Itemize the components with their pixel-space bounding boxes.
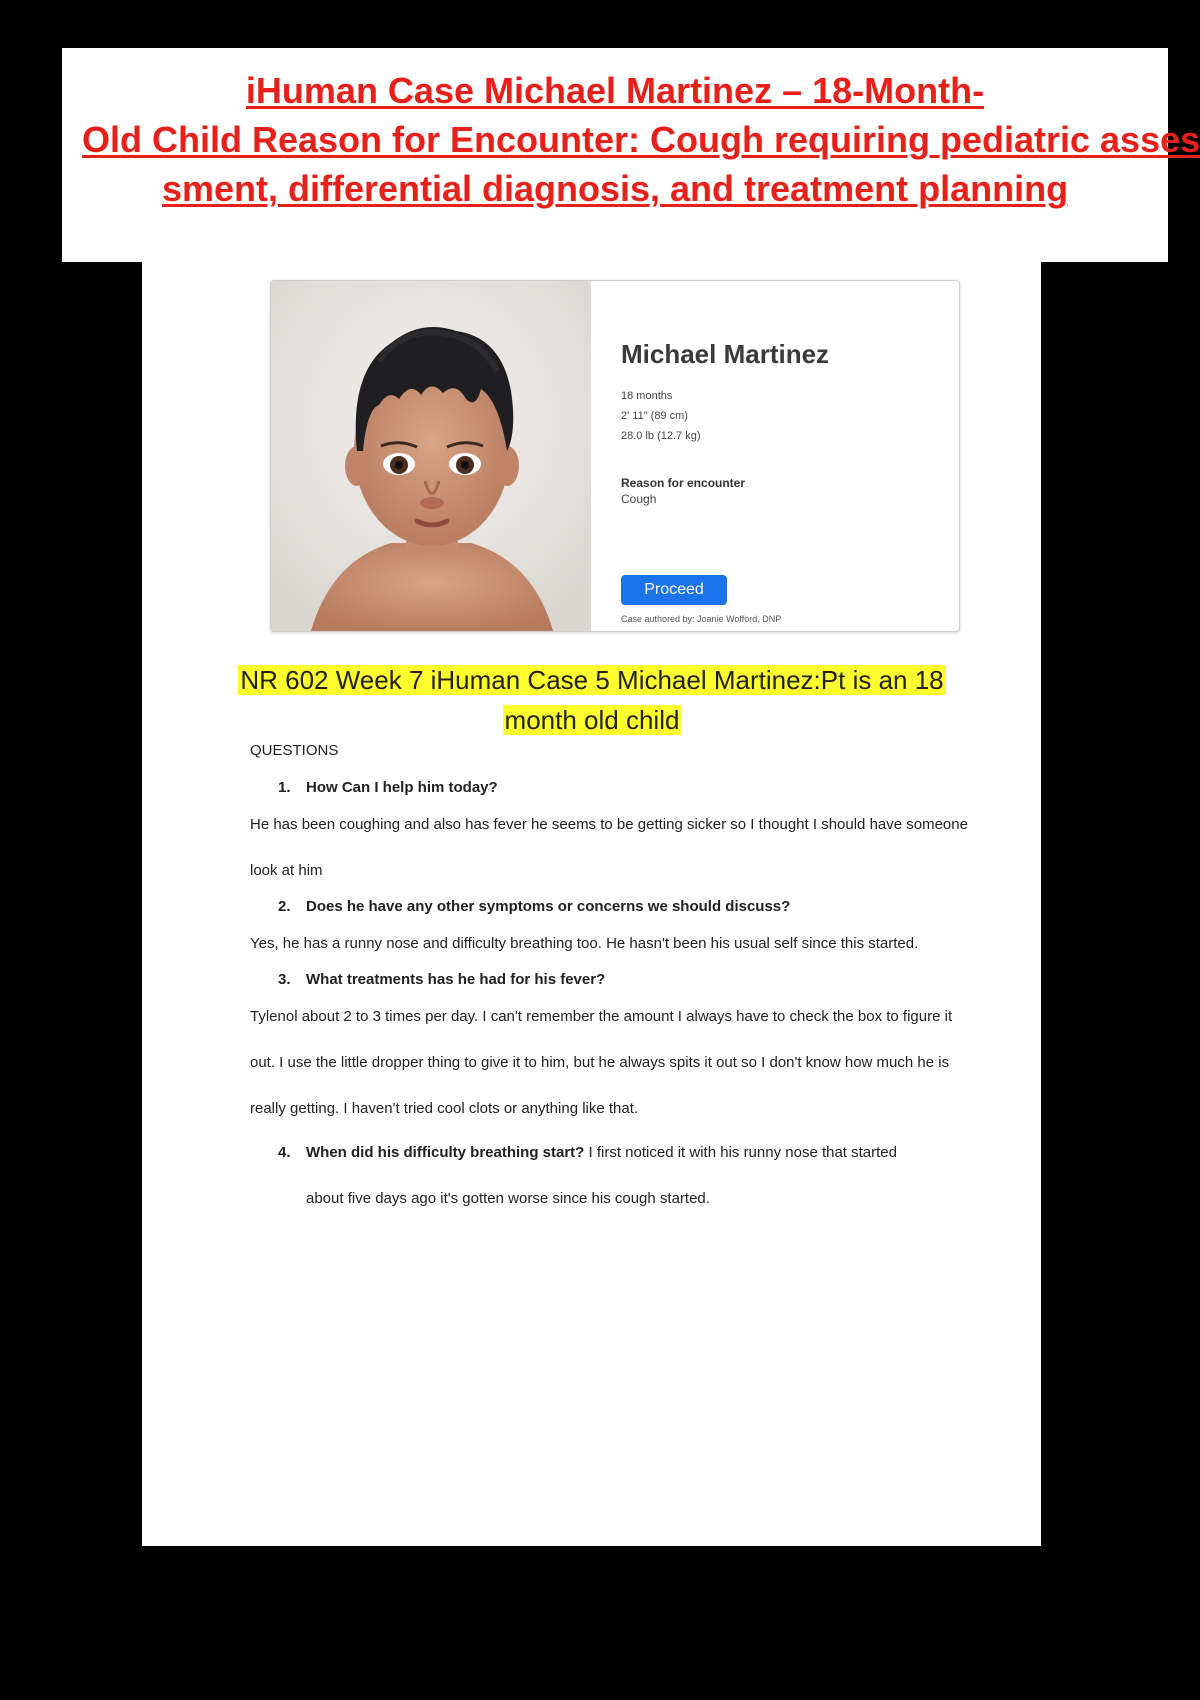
question-number: 1.	[278, 779, 291, 796]
patient-age: 18 months	[621, 390, 673, 402]
subtitle-line-1: NR 602 Week 7 iHuman Case 5 Michael Martinez:Pt is an 18	[240, 665, 944, 695]
answer-4-inline: I first noticed it with his runny nose that started	[584, 1144, 897, 1161]
answer-1: He has been coughing and also has fever he seems to be getting sicker so I thought I should have someone look at him	[250, 816, 968, 879]
question-1	[250, 779, 970, 796]
question-3	[250, 971, 970, 988]
question-number: 2.	[278, 898, 291, 915]
subtitle-line-2: month old child	[504, 705, 680, 735]
proceed-button[interactable]: Proceed	[621, 575, 727, 605]
title-line-2: Old Child Reason for Encounter: Cough requiring pediatric asses	[82, 119, 1200, 160]
patient-info	[621, 339, 941, 506]
patient-height: 2' 11" (89 cm)	[621, 410, 688, 422]
questions-section	[250, 742, 970, 1222]
question-text: When did his difficulty breathing start?	[306, 1144, 585, 1161]
case-subtitle	[222, 660, 962, 740]
question-4	[250, 1130, 970, 1222]
question-text: Does he have any other symptoms or concerns we should discuss?	[306, 898, 791, 915]
question-number: 3.	[278, 971, 291, 988]
document-page	[142, 262, 1041, 1546]
reason-value: Cough	[621, 492, 657, 506]
question-text: What treatments has he had for his fever?	[306, 971, 606, 988]
answer-3: Tylenol about 2 to 3 times per day. I can't remember the amount I always have to check the box to figure it out. I use the little dropper thing to give it to him, but he always spits it out so I don't know how much he is really getting. I haven't tried cool clots or anything like that.	[250, 1008, 953, 1117]
answer-4-continued: about five days ago it's gotten worse since his cough started.	[306, 1190, 710, 1207]
questions-heading: QUESTIONS	[250, 742, 339, 759]
title-line-1: iHuman Case Michael Martinez – 18-Month-	[245, 70, 985, 111]
question-text: How Can I help him today?	[306, 779, 498, 796]
question-number: 4.	[278, 1144, 291, 1161]
patient-name: Michael Martinez	[621, 339, 830, 369]
patient-weight: 28.0 lb (12.7 kg)	[621, 430, 701, 442]
title-line-3: sment, differential diagnosis, and treatment planning	[161, 168, 1069, 209]
title-banner	[62, 48, 1200, 262]
answer-2: Yes, he has a runny nose and difficulty breathing too. He hasn't been his usual self since this started.	[250, 935, 919, 952]
case-author: Case authored by: Joanie Wofford, DNP	[621, 614, 782, 624]
reason-label: Reason for encounter	[621, 476, 746, 490]
patient-card	[270, 280, 960, 632]
question-2	[250, 898, 970, 915]
patient-photo	[271, 281, 591, 631]
